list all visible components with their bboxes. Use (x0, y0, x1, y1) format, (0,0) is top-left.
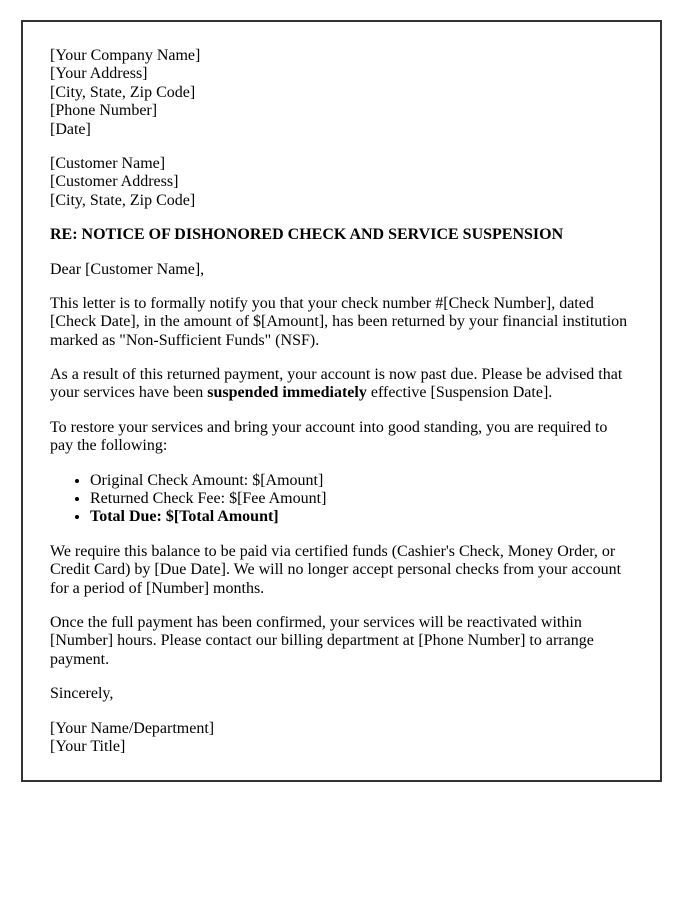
recipient-address-line: [Customer Address] (50, 173, 179, 191)
recipient-city-line: [City, State, Zip Code] (50, 191, 196, 209)
sender-phone-line: [Phone Number] (50, 102, 158, 120)
letter-page (21, 20, 662, 782)
signature-block (50, 720, 633, 757)
past-due-bold-phrase: suspended immediately (207, 384, 367, 402)
paragraph-certified-funds: We require this balance to be paid via certified funds (Cashier's Check, Money Order, or Credit Card) by [Due Date]. We will no longer accept personal checks from your account for a period of [Number] months. (50, 542, 622, 597)
sender-city-line: [City, State, Zip Code] (50, 83, 196, 101)
list-item-total-due: • Total Due: $[Total Amount] (90, 508, 633, 526)
past-due-text-before: As a result of this returned payment, your account is now past due. Please be advised that your services have been (50, 366, 623, 402)
sender-block (50, 47, 633, 139)
sender-company-line: [Your Company Name] (50, 47, 201, 64)
recipient-name-line: [Customer Name] (50, 154, 166, 172)
paragraph-notify: This letter is to formally notify you that your check number #[Check Number], dated [Check Date], in the amount of $[Amount], has been returned by your financial institution marked as "Non-Sufficient Funds" (NSF). (50, 294, 628, 349)
sender-address-line: [Your Address] (50, 65, 148, 83)
sender-date-line: [Date] (50, 120, 91, 138)
past-due-text-after: effective [Suspension Date]. (366, 384, 553, 402)
paragraph-reactivation: Once the full payment has been confirmed, your services will be reactivated within [Number] hours. Please contact our billing department at [Phone Number] to arrange payment. (50, 613, 594, 668)
list-item-original-amount: • Original Check Amount: $[Amount] (90, 472, 633, 490)
salutation: Dear [Customer Name], (50, 260, 205, 278)
amounts-list (50, 472, 633, 527)
paragraph-restore: To restore your services and bring your account into good standing, you are required to pay the following: (50, 418, 608, 455)
signature-name-line: [Your Name/Department] (50, 719, 215, 737)
signature-title-line: [Your Title] (50, 737, 126, 755)
list-item-returned-fee: • Returned Check Fee: $[Fee Amount] (90, 490, 633, 508)
paragraph-past-due (50, 366, 633, 403)
closing: Sincerely, (50, 685, 114, 703)
subject-line: RE: NOTICE OF DISHONORED CHECK AND SERVICE SUSPENSION (50, 226, 564, 244)
recipient-block (50, 155, 633, 210)
